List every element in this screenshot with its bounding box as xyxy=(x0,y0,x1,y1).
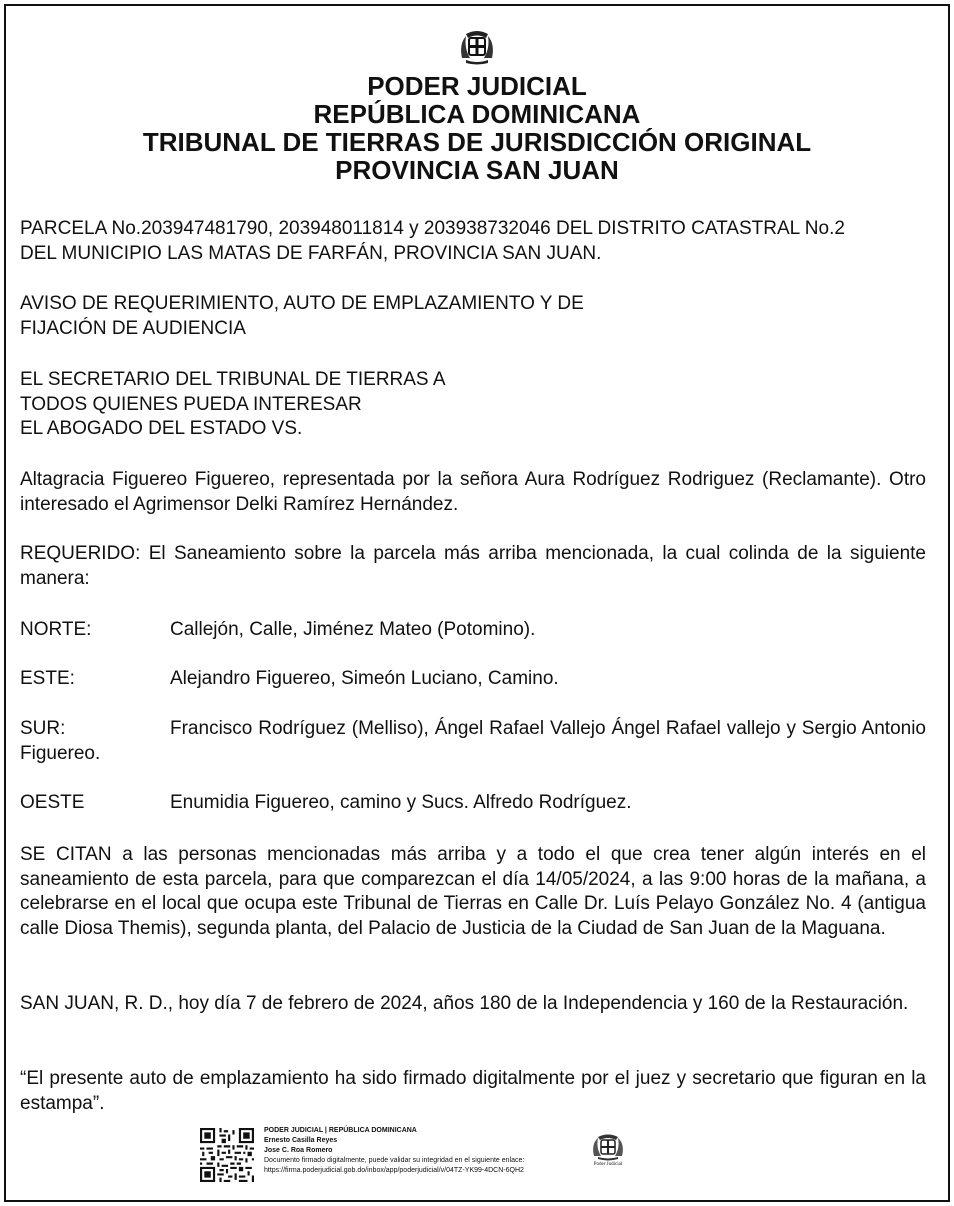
coat-of-arms-icon xyxy=(458,28,496,66)
coat-of-arms-icon xyxy=(588,1132,628,1162)
stamp-org: PODER JUDICIAL | REPÚBLICA DOMINICANA xyxy=(264,1127,417,1134)
heading-line-2: REPÚBLICA DOMINICANA xyxy=(313,99,641,129)
court-seal xyxy=(588,1132,628,1172)
qr-code-icon[interactable] xyxy=(200,1128,254,1182)
boundary-text: Francisco Rodríguez (Melliso), Ángel Rafael Vallejo Ángel Rafael vallejo y Sergio Antonio Figuereo. xyxy=(20,718,926,764)
boundary-label: SUR: xyxy=(20,718,66,739)
boundary-text: Alejandro Figuereo, Simeón Luciano, Camino. xyxy=(170,668,559,689)
stamp-url[interactable]: https://firma.poderjudicial.gob.do/inbox/app/poderjudicial/v/04TZ-YK99-4DCN-6QH2 xyxy=(264,1167,524,1174)
boundary-sur xyxy=(20,717,926,766)
signature-note: “El presente auto de emplazamiento ha sido firmado digitalmente por el juez y secretario que figuran en la estampa”. xyxy=(20,1068,926,1114)
court-heading xyxy=(0,72,954,184)
digital-signature-stamp xyxy=(200,1126,640,1186)
parcela-line-2: DEL MUNICIPIO LAS MATAS DE FARFÁN, PROVINCIA SAN JUAN. xyxy=(20,242,602,264)
aviso-paragraph xyxy=(20,292,926,341)
stamp-note: Documento firmado digitalmente, puede validar su integridad en el siguiente enlace: xyxy=(264,1157,525,1164)
aviso-line-2: FIJACIÓN DE AUDIENCIA xyxy=(20,317,246,339)
boundary-label: NORTE: xyxy=(20,619,92,640)
boundary-text: Enumidia Figuereo, camino y Sucs. Alfredo Rodríguez. xyxy=(170,792,632,813)
secretario-line-1: EL SECRETARIO DEL TRIBUNAL DE TIERRAS A xyxy=(20,369,446,390)
secretario-line-3: EL ABOGADO DEL ESTADO VS. xyxy=(20,418,303,439)
stamp-signer-1: Ernesto Casilla Reyes xyxy=(264,1137,338,1144)
citation-paragraph: SE CITAN a las personas mencionadas más arriba y a todo el que crea tener algún interés en el saneamiento de esta parcela, para que comparezcan el día 14/05/2024, a las 9:00 horas de la mañana, a celebrarse en el local que ocupa este Tribunal de Tierras en Calle Dr. Luís Pelayo González No. 4 (antigua calle Diosa Themis), segunda planta, del Palacio de Justicia de la Ciudad de San Juan de la Maguana. xyxy=(20,844,926,939)
stamp-text xyxy=(264,1126,524,1176)
boundary-label: ESTE: xyxy=(20,668,75,689)
boundary-label: OESTE xyxy=(20,792,85,813)
stamp-signer-2: Jose C. Roa Romero xyxy=(264,1147,333,1154)
heading-line-4: PROVINCIA SAN JUAN xyxy=(335,155,619,185)
secretario-line-2: TODOS QUIENES PUEDA INTERESAR xyxy=(20,393,362,415)
date-paragraph: SAN JUAN, R. D., hoy día 7 de febrero de 2024, años 180 de la Independencia y 160 de la Restauración. xyxy=(20,993,909,1014)
boundary-text: Callejón, Calle, Jiménez Mateo (Potomino). xyxy=(170,619,536,640)
heading-line-1: PODER JUDICIAL xyxy=(367,71,587,101)
parties-paragraph: Altagracia Figuereo Figuereo, representada por la señora Aura Rodríguez Rodriguez (Reclamante). Otro interesado el Agrimensor Delki Ramírez Hernández. xyxy=(20,469,926,515)
seal-caption: Poder Judicial xyxy=(593,1162,623,1167)
parcela-paragraph xyxy=(20,217,926,266)
heading-line-3: TRIBUNAL DE TIERRAS DE JURISDICCIÓN ORIGINAL xyxy=(142,127,812,157)
requerido-paragraph: REQUERIDO: El Saneamiento sobre la parcela más arriba mencionada, la cual colinda de la siguiente manera: xyxy=(20,543,926,589)
secretario-paragraph xyxy=(20,368,926,442)
aviso-line-1: AVISO DE REQUERIMIENTO, AUTO DE EMPLAZAMIENTO Y DE xyxy=(20,293,584,314)
parcela-line-1: PARCELA No.203947481790, 203948011814 y 203938732046 DEL DISTRITO CATASTRAL No.2 xyxy=(20,218,845,239)
